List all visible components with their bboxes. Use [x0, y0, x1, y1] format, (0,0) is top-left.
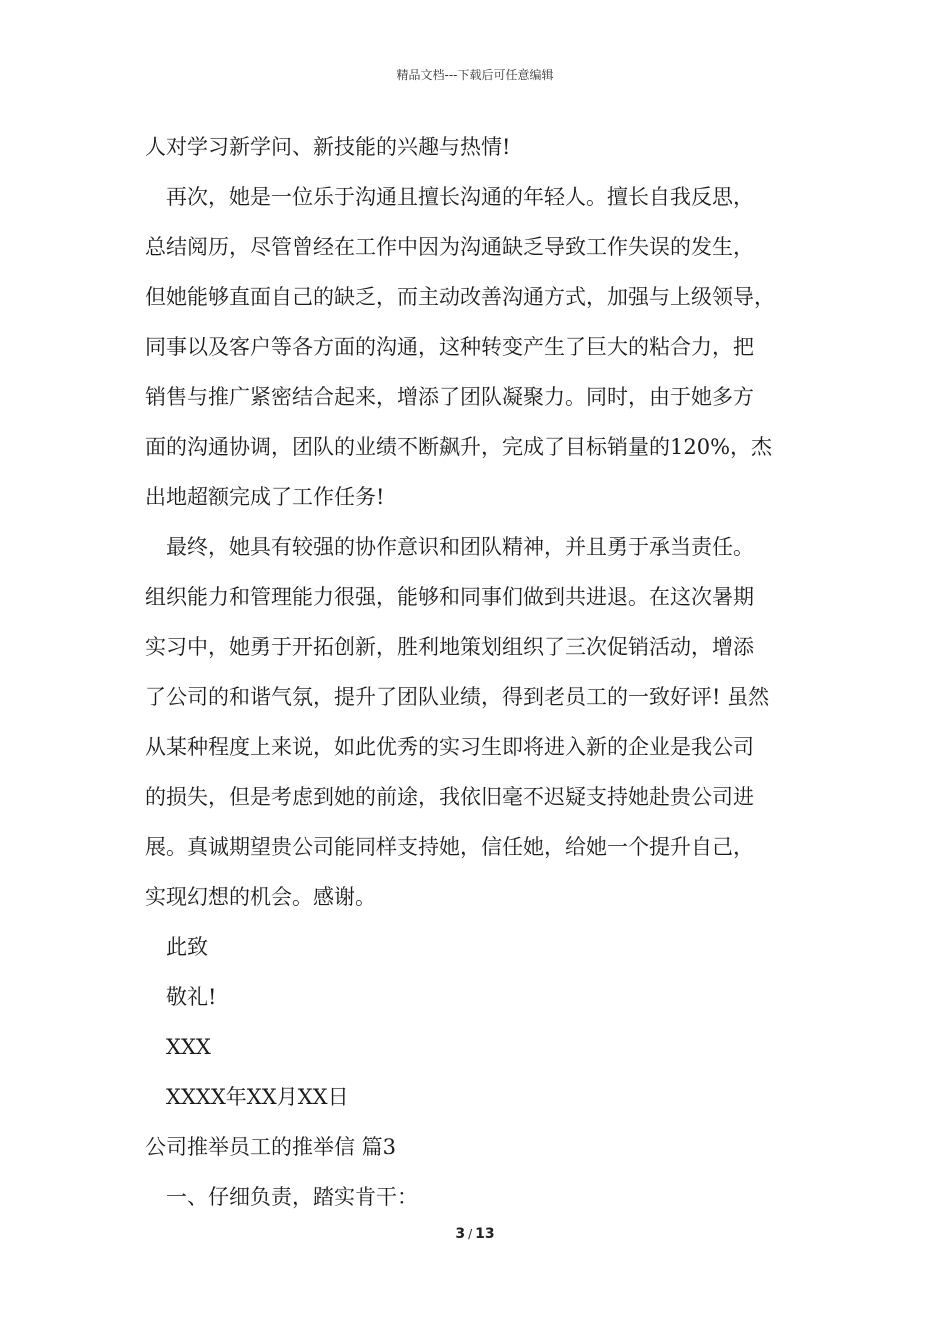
text-line: 同事以及客户等各方面的沟通，这种转变产生了巨大的粘合力，把 — [145, 335, 754, 359]
text-line: 最终，她具有较强的协作意识和团队精神，并且勇于承当责任。 — [166, 535, 754, 559]
text-line: 总结阅历，尽管曾经在工作中因为沟通缺乏导致工作失误的发生， — [145, 235, 754, 259]
text-line: 组织能力和管理能力很强，能够和同事们做到共进退。在这次暑期 — [145, 585, 754, 609]
text-line: 出地超额完成了工作任务! — [145, 485, 385, 509]
closing-regards: 敬礼! — [166, 985, 217, 1009]
text-line: 但她能够直面自己的缺乏，而主动改善沟通方式，加强与上级领导， — [145, 285, 775, 309]
text-line: 实现幻想的机会。感谢。 — [145, 885, 376, 909]
total-pages: 13 — [475, 1226, 495, 1242]
text-line: 再次，她是一位乐于沟通且擅长沟通的年轻人。擅长自我反思， — [166, 185, 754, 209]
text-line: 展。真诚期望贵公司能同样支持她，信任她，给她一个提升自己， — [145, 835, 754, 859]
text-line: 销售与推广紧密结合起来，增添了团队凝聚力。同时，由于她多方 — [145, 385, 754, 409]
section-heading: 公司推举员工的推举信 篇3 — [145, 1135, 397, 1159]
signature-date: XXXX年XX月XX日 — [166, 1085, 349, 1109]
page-separator: / — [468, 1227, 473, 1241]
text-line: 实习中，她勇于开拓创新，胜利地策划组织了三次促销活动，增添 — [145, 635, 754, 659]
page-header: 精品文档---下载后可任意编辑 — [396, 68, 554, 82]
text-line: 了公司的和谐气氛，提升了团队业绩，得到老员工的一致好评! 虽然 — [145, 685, 770, 709]
page-number — [0, 1226, 950, 1242]
closing-salutation: 此致 — [166, 935, 208, 959]
text-line: 一、仔细负责，踏实肯干： — [166, 1185, 418, 1209]
signature-name: XXX — [166, 1035, 211, 1059]
text-line: 的损失，但是考虑到她的前途，我依旧毫不迟疑支持她赴贵公司进 — [145, 785, 754, 809]
text-line: 面的沟通协调，团队的业绩不断飙升，完成了目标销量的120%，杰 — [145, 435, 773, 459]
current-page: 3 — [455, 1226, 466, 1242]
text-line: 从某种程度上来说，如此优秀的实习生即将进入新的企业是我公司 — [145, 735, 754, 759]
document-body — [145, 131, 825, 1231]
text-line: 人对学习新学问、新技能的兴趣与热情! — [145, 135, 511, 159]
